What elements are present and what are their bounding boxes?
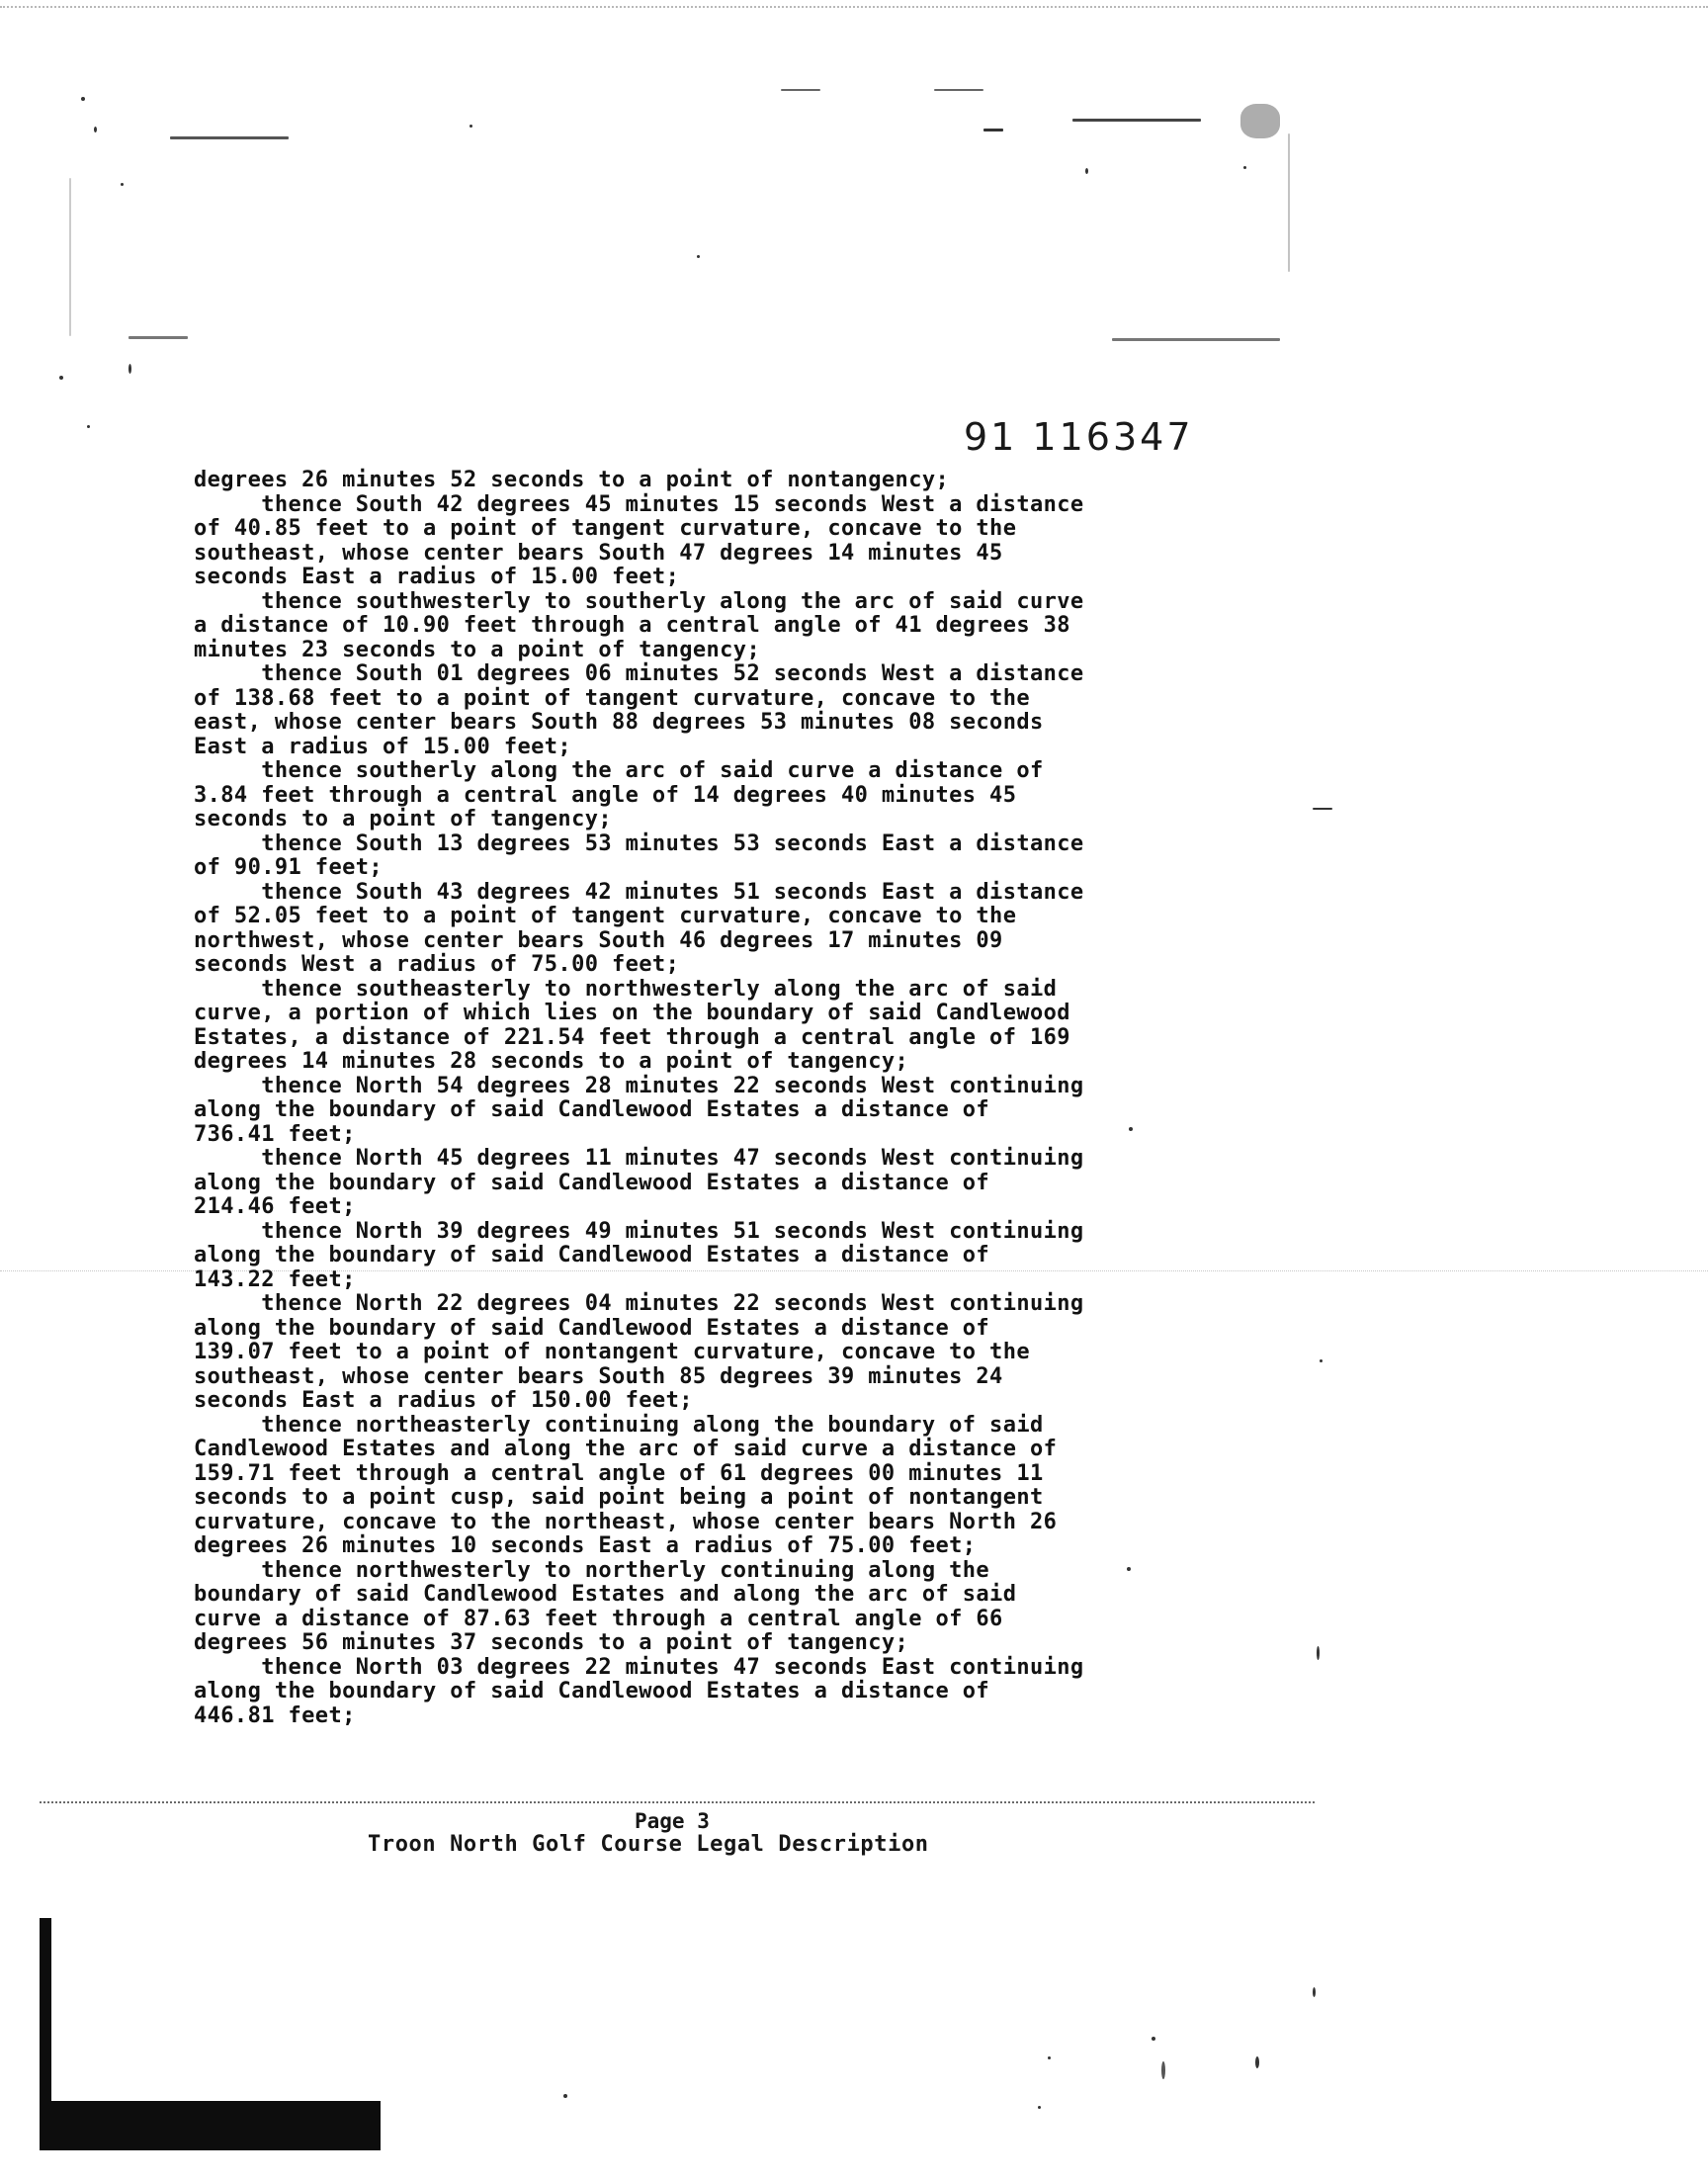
scan-corner-block (40, 2101, 381, 2150)
description-line: thence South 13 degrees 53 minutes 53 seconds East a distance (194, 830, 1084, 856)
scan-speck (170, 136, 289, 139)
description-line: Candlewood Estates and along the arc of said curve a distance of (194, 1437, 1058, 1461)
description-line: a distance of 10.90 feet through a central angle of 41 degrees 38 (194, 613, 1070, 638)
description-line: along the boundary of said Candlewood Estates a distance of (194, 1097, 990, 1122)
description-line: 214.46 feet; (194, 1194, 356, 1219)
scan-speck (1288, 133, 1290, 272)
description-line: boundary of said Candlewood Estates and along the arc of said (194, 1582, 1017, 1607)
scan-speck (94, 127, 97, 132)
description-line: thence southwesterly to southerly along the arc of said curve (194, 588, 1084, 614)
description-line: degrees 56 minutes 37 seconds to a point of tangency; (194, 1630, 909, 1655)
description-line: minutes 23 seconds to a point of tangency; (194, 637, 761, 662)
scan-speck (128, 364, 131, 374)
scan-speck (1317, 1646, 1320, 1660)
description-line: along the boundary of said Candlewood Estates a distance of (194, 1679, 990, 1703)
scan-speck (1320, 1359, 1323, 1362)
description-line: Estates, a distance of 221.54 feet through a central angle of 169 (194, 1024, 1070, 1050)
description-line: along the boundary of said Candlewood Estates a distance of (194, 1315, 990, 1341)
scan-speck (128, 336, 188, 339)
description-line: 3.84 feet through a central angle of 14 degrees 40 minutes 45 (194, 782, 1017, 808)
scan-speck (1048, 2056, 1051, 2059)
description-line: curve, a portion of which lies on the boundary of said Candlewood (194, 1001, 1070, 1025)
scan-speck (69, 178, 71, 336)
description-line: thence southeasterly to northwesterly along the arc of said (194, 976, 1058, 1002)
description-line: thence North 39 degrees 49 minutes 51 seconds West continuing (194, 1218, 1084, 1244)
description-line: thence northwesterly to northerly continuing along the (194, 1557, 990, 1583)
description-line: East a radius of 15.00 feet; (194, 734, 572, 759)
top-scan-border (0, 6, 1708, 8)
scan-speck (1112, 338, 1280, 341)
scan-speck (934, 89, 983, 91)
description-line: thence southerly along the arc of said curve a distance of (194, 758, 1044, 783)
description-line: thence South 01 degrees 06 minutes 52 seconds West a distance (194, 661, 1084, 686)
scan-speck (1085, 168, 1088, 174)
scan-speck (87, 425, 90, 428)
description-line: 143.22 feet; (194, 1266, 356, 1292)
description-line: thence North 54 degrees 28 minutes 22 seconds West continuing (194, 1073, 1084, 1098)
description-line: thence North 45 degrees 11 minutes 47 seconds West continuing (194, 1146, 1084, 1171)
scan-speck (1243, 166, 1246, 169)
scan-speck (121, 183, 124, 186)
description-line: thence South 42 degrees 45 minutes 15 seconds West a distance (194, 491, 1084, 517)
scan-speck (59, 376, 63, 380)
description-line: thence North 03 degrees 22 minutes 47 seconds East continuing (194, 1654, 1084, 1680)
scan-speck (1152, 2037, 1155, 2041)
description-line: degrees 26 minutes 10 seconds East a radius of 75.00 feet; (194, 1533, 977, 1558)
scan-corner-mark (40, 1918, 51, 2116)
footer-scan-noise (40, 1801, 1315, 1803)
description-line: seconds to a point of tangency; (194, 807, 612, 831)
scan-speck (983, 129, 1003, 131)
description-line: southeast, whose center bears South 85 degrees 39 minutes 24 (194, 1363, 1003, 1389)
description-line: northwest, whose center bears South 46 degrees 17 minutes 09 (194, 927, 1003, 953)
scan-speck (781, 89, 820, 91)
scan-speck (1313, 808, 1332, 810)
description-line: seconds West a radius of 75.00 feet; (194, 952, 680, 977)
description-line: 736.41 feet; (194, 1121, 356, 1147)
scan-speck (697, 255, 700, 258)
description-line: of 138.68 feet to a point of tangent curvature, concave to the (194, 685, 1030, 711)
description-line: east, whose center bears South 88 degrees 53 minutes 08 seconds (194, 710, 1044, 735)
description-line: thence northeasterly continuing along the boundary of said (194, 1412, 1044, 1438)
scan-speck (1161, 2061, 1165, 2079)
description-line: of 40.85 feet to a point of tangent curvature, concave to the (194, 516, 1017, 541)
description-line: seconds to a point cusp, said point being a point of nontangent (194, 1485, 1044, 1510)
description-line: curve a distance of 87.63 feet through a central angle of 66 (194, 1606, 1003, 1631)
description-line: 159.71 feet through a central angle of 61 degrees 00 minutes 11 (194, 1460, 1044, 1486)
description-line: along the boundary of said Candlewood Estates a distance of (194, 1243, 990, 1267)
legal-description-text (194, 469, 1241, 1728)
scan-speck (1255, 2056, 1259, 2068)
description-line: degrees 26 minutes 52 seconds to a point of nontangency; (194, 468, 950, 492)
description-line: seconds East a radius of 150.00 feet; (194, 1388, 693, 1413)
description-line: curvature, concave to the northeast, whose center bears North 26 (194, 1509, 1058, 1534)
description-line: thence North 22 degrees 04 minutes 22 seconds West continuing (194, 1291, 1084, 1316)
document-title: Troon North Golf Course Legal Description (368, 1832, 929, 1857)
recording-number: 91 116347 (964, 415, 1194, 459)
description-line: of 52.05 feet to a point of tangent curvature, concave to the (194, 904, 1017, 928)
description-line: thence South 43 degrees 42 minutes 51 seconds East a distance (194, 879, 1084, 905)
scan-speck (1038, 2106, 1041, 2109)
description-line: along the boundary of said Candlewood Estates a distance of (194, 1170, 990, 1195)
description-line: southeast, whose center bears South 47 degrees 14 minutes 45 (194, 540, 1003, 566)
description-line: seconds East a radius of 15.00 feet; (194, 565, 680, 589)
scan-speck (1072, 119, 1201, 122)
scan-speck (81, 97, 85, 101)
description-line: degrees 14 minutes 28 seconds to a point of tangency; (194, 1049, 909, 1074)
scan-speck (563, 2094, 567, 2098)
description-line: 446.81 feet; (194, 1703, 356, 1728)
scan-speck (1240, 104, 1280, 138)
description-line: 139.07 feet to a point of nontangent curvature, concave to the (194, 1340, 1030, 1364)
page-number: Page 3 (635, 1809, 710, 1833)
description-line: of 90.91 feet; (194, 855, 384, 880)
scan-speck (1313, 1987, 1316, 1997)
scan-speck (470, 125, 472, 128)
